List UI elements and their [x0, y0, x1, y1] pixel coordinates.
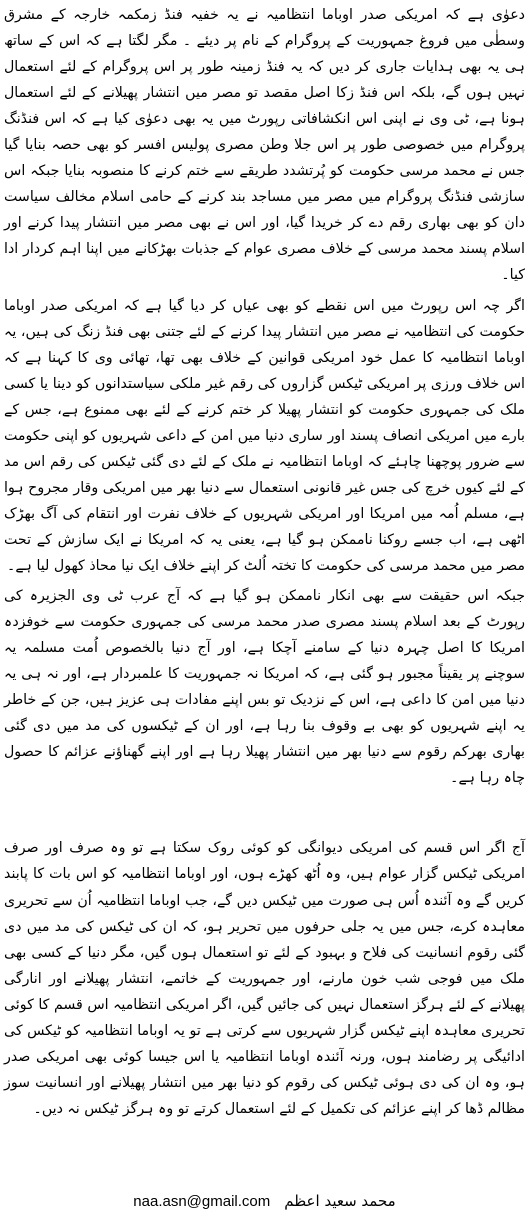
byline: [0, 1188, 529, 1214]
article-paragraph-1: دعوٰی ہے کہ امریکی صدر اوباما انتظامیہ نے یہ خفیہ فنڈ زمکمہ خارجہ کے مشرق وسطٰی میں فروغ جمہوریت کے پروگرام کے نام پر دیئے ۔ مگر لگتا ہے کہ اس کے ساتھ ہی یہ بھی ہدایات جاری کر دیں کہ یہ فنڈ زمینہ طور پر اس پروگرام کے لئے استعمال نہیں ہوں گے، بلکہ اس فنڈ زکا اصل مقصد تو مصر میں انتشار پھیلانے کے لئے استعمال ہونا ہے، ٹی وی نے اپنی اس انکشافاتی رپورٹ میں یہ بھی دعوٰی کیا ہے کہ اس فنڈنگ پروگرام میں خصوصی طور پر اس جلا وطن مصری پولیس افسر کو بھی حصہ بنایا گیا جس نے محمد مرسی حکومت کو پُرتشدد طریقے سے ختم کرنے کا منصوبہ بنایا جبکہ اس سازشی فنڈنگ پروگرام میں مصر میں مساجد بند کرنے کے حامی اسلام مخالف سیاست دان کو بھی بھاری رقم دے کر خریدا گیا، اور اس نے بھی مصر میں انتشار پیدا کرنے اور اسلام پسند محمد مرسی کے خلاف مصری عوام کے جذبات بھڑکانے میں اپنا اہم کردار ادا کیا۔: [4, 7, 525, 284]
article-paragraph-2: اگر چہ اس رپورٹ میں اس نقطے کو بھی عیاں کر دیا گیا ہے کہ امریکی صدر اوباما حکومت کی انتظامیہ نے مصر میں انتشار پیدا کرنے کے لئے جتنی بھی فنڈ زنگ کی ہیں، یہ اوباما انتظامیہ کا عمل خود امریکی قوانین کے خلاف بھی تھا، تھائی وی کا کہنا ہے کہ اس خلاف ورزی پر امریکی ٹیکس گزاروں کی رقم غیر ملکی سیاستدانوں کو دینا یا کسی ملک کی جمہوری حکومت کو انتشار پھیلا کر ختم کرنے کے لئے بھی ممنوع ہے، جس کے بارے میں امریکی انصاف پسند اور ساری دنیا میں امن کے داعی شہریوں کو اپنی حکومت سے ضرور پوچھنا چاہئے کہ اوباما انتظامیہ نے ملک کے لئے دی گئی ٹیکس کی رقم اس مد کے لئے کیوں خرچ کی جس غیر قانونی استعمال سے دنیا بھر میں امریکی وقار مجروح ہوا ہے، مسلم اُمہ میں امریکا اور امریکی شہریوں کے خلاف نفرت اور انتقام کی آگ بھڑک اٹھی ہے، اب جسے روکنا ناممکن ہو گیا ہے، یعنی یہ کہ امریکا نے ایک سازش کے تحت مصر میں محمد مرسی کی حکومت کا تختہ اُلٹ کر اپنے خلاف ایک نیا محاذ کھول لیا ہے۔: [4, 297, 525, 574]
author-email: naa.asn@gmail.com: [133, 1192, 271, 1210]
article-paragraph-4: آج اگر اس قسم کی امریکی دیوانگی کو کوئی روک سکتا ہے تو وہ صرف اور صرف امریکی ٹیکس گزار عوام ہیں، وہ اُٹھ کھڑے ہوں، اور اوباما انتظامیہ کو اس بات کا پابند کریں گے وہ آئندہ اُس ہی صورت میں ٹیکس دیں گے، جب اوباما انتظامیہ اُن سے تحریری معاہدہ کرے، جس میں یہ جلی حرفوں میں تحریر ہو، کہ ان کی ٹیکس کی مد میں دی گئی رقوم انسانیت کی فلاح و بہبود کے لئے تو استعمال ہوں گیں، مگر دنیا کے کسی بھی ملک میں فوجی شب خون مارنے، اور جمہوریت کے خاتمے، انتشار پھیلانے اور انارگی پھیلانے کے لئے ہرگز استعمال نہیں کی جائیں گیں، اگر امریکی انتظامیہ اس قسم کا کوئی تحریری معاہدہ اپنے ٹیکس گزار شہریوں سے کرتی ہے تو یہ اوباما انتظامیہ کو ٹیکس کی ادائیگی پر رضامند ہوں، ورنہ آئندہ اوباما انتظامیہ یا اس جیسا کوئی بھی امریکی صدر ہو، وہ ان کی دی ہوئی ٹیکس کی رقوم کو دنیا بھر میں انتشار پھیلانے اور انسانیت سوز مظالم ڈھا کر اپنے عزائم کی تکمیل کے لئے استعمال کرتے تو وہ ہرگز ٹیکس نہ دیں۔: [3, 840, 525, 1117]
article-paragraph-3: جبکہ اس حقیقت سے بھی انکار ناممکن ہو گیا ہے کہ آج عرب ٹی وی الجزیرہ کی رپورٹ کے بعد اسلام پسند مصری صدر محمد مرسی کی جمہوری حکومت سے خوفزدہ امریکا کا اصل چہرہ دنیا کے سامنے آچکا ہے، اور آج دنیا بالخصوص اُمت مسلمہ یہ سوچنے پر یقیناً مجبور ہو گئی ہے، کہ امریکا نہ جمہوریت کا علمبردار ہے، اور نہ ہی یہ دنیا میں امن کا داعی ہے، اس کے نزدیک تو بس اپنے مفادات ہی عزیز ہیں، جن کے خاطر یہ اپنے شہریوں کو بھی بے وقوف بنا رہا ہے، اور ان کے ٹیکسوں کی مد میں دی گئی بھاری بھرکم رقوم سے دنیا بھر میں انتشار پھیلا رہا ہے اور اپنے گھناؤنے عزائم کا حصول چاہ رہا ہے۔: [4, 588, 525, 787]
author-name: محمد سعید اعظم: [284, 1192, 396, 1210]
article-body: [4, 2, 525, 1122]
